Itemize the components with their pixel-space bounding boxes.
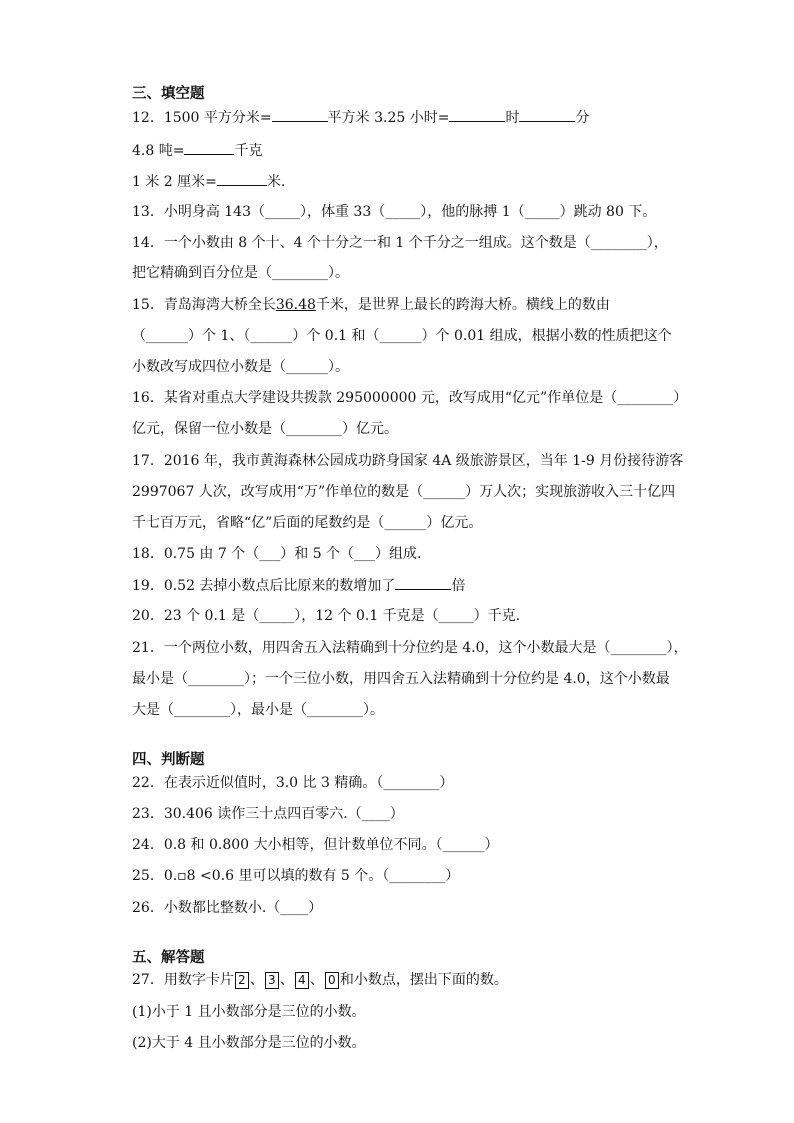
question-15-text-a: 15．青岛海湾大桥全长	[132, 297, 276, 313]
question-27-sub-2: (2)大于 4 且小数部分是三位的小数。	[132, 1035, 366, 1051]
question-15-underlined-number: 36.48	[275, 297, 316, 313]
answer-blank[interactable]	[217, 172, 267, 186]
question-13: 13．小明身高 143（_____），体重 33（_____），他的脉搏 1（_____）跳动 80 下。	[132, 204, 657, 220]
question-21-line-1: 21．一个两位小数，用四舍五入法精确到十分位约是 4.0，这个小数最大是（________），	[132, 640, 688, 656]
question-26: 26．小数都比整数小.（____）	[132, 900, 323, 916]
digit-card: 2	[235, 972, 249, 989]
digit-card: 3	[265, 972, 279, 989]
question-12-text-e: 4.8 吨=	[132, 143, 185, 159]
question-17-line-3: 千七百万元，省略“亿”后面的尾数约是（______）亿元。	[132, 515, 483, 531]
question-15-line-2: （______）个 1、（______）个 0.1 和（______）个 0.01 组成，根据小数的性质把这个	[132, 328, 672, 344]
question-12-text-c: 时	[505, 110, 520, 126]
question-24: 24．0.8 和 0.800 大小相等，但计数单位不同。（______）	[132, 837, 499, 853]
section-solve-title: 五、解答题	[132, 950, 205, 966]
answer-blank[interactable]	[449, 108, 505, 122]
question-15-line-1	[132, 296, 610, 314]
question-21-line-2: 最小是（________）；一个三位小数，用四舍五入法精确到十分位约是 4.0，这个小数最	[132, 671, 670, 687]
question-20: 20．23 个 0.1 是（_____），12 个 0.1 千克是（_____）千克.	[132, 608, 521, 624]
section-fill-in-title: 三、填空题	[132, 86, 205, 102]
question-14-line-2: 把它精确到百分位是（________）。	[132, 265, 349, 281]
question-19-text-b: 倍	[451, 578, 466, 594]
question-12-line-1	[132, 108, 589, 127]
question-12-line-2	[132, 141, 262, 160]
question-17-line-2: 2997067 人次，改写成用“万”作单位的数是（______）万人次；实现旅游收入三十亿四	[132, 484, 676, 500]
answer-blank[interactable]	[184, 141, 234, 155]
question-12-text-a: 1500 平方分米=	[163, 110, 272, 126]
question-12-line-3	[132, 172, 285, 191]
question-14-line-1: 14．一个小数由 8 个十、4 个十分之一和 1 个千分之一组成。这个数是（________），	[132, 235, 668, 251]
question-22: 22．在表示近似值时，3.0 比 3 精确。（________）	[132, 775, 454, 791]
question-15-line-3: 小数改写成四位小数是（______）。	[132, 359, 349, 375]
question-27-line-1	[132, 971, 508, 989]
answer-blank[interactable]	[519, 108, 575, 122]
separator: 、	[249, 972, 264, 988]
section-true-false-title: 四、判断题	[132, 752, 205, 768]
question-17-line-1: 17．2016 年，我市黄海森林公园成功跻身国家 4A 级旅游景区，当年 1-9 月份接待游客	[132, 453, 684, 469]
question-19-text-a: 19．0.52 去掉小数点后比原来的数增加了	[132, 578, 396, 594]
question-19	[132, 576, 465, 595]
question-21-line-3: 大是（________），最小是（________）。	[132, 702, 384, 718]
separator: 、	[309, 972, 324, 988]
question-27-text-a: 27．用数字卡片	[132, 972, 234, 988]
question-16-line-1: 16．某省对重点大学建设共拨款 295000000 元，改写成用“亿元”作单位是（________）	[132, 390, 688, 406]
question-12-number: 12．	[132, 110, 164, 126]
answer-blank[interactable]	[272, 108, 328, 122]
question-12-text-f: 千克	[234, 143, 263, 159]
question-27-text-b: 和小数点，摆出下面的数。	[339, 972, 508, 988]
question-27-sub-1: (1)小于 1 且小数部分是三位的小数。	[132, 1004, 366, 1020]
question-12-text-h: 米.	[266, 174, 286, 190]
separator: 、	[279, 972, 294, 988]
question-25: 25．0.▫8 <0.6 里可以填的数有 5 个。（________）	[132, 868, 460, 884]
question-12-text-b: 平方米 3.25 小时=	[327, 110, 450, 126]
question-12-text-d: 分	[575, 110, 590, 126]
digit-card: 4	[295, 972, 309, 989]
answer-blank[interactable]	[395, 576, 451, 590]
question-12-text-g: 1 米 2 厘米=	[132, 174, 217, 190]
digit-card: 0	[325, 972, 339, 989]
question-23: 23．30.406 读作三十点四百零六.（____）	[132, 806, 404, 822]
question-15-text-b: 千米，是世界上最长的跨海大桥。横线上的数由	[315, 297, 610, 313]
question-18: 18．0.75 由 7 个（___）和 5 个（___）组成.	[132, 546, 422, 562]
question-16-line-2: 亿元，保留一位小数是（________）亿元。	[132, 421, 398, 437]
